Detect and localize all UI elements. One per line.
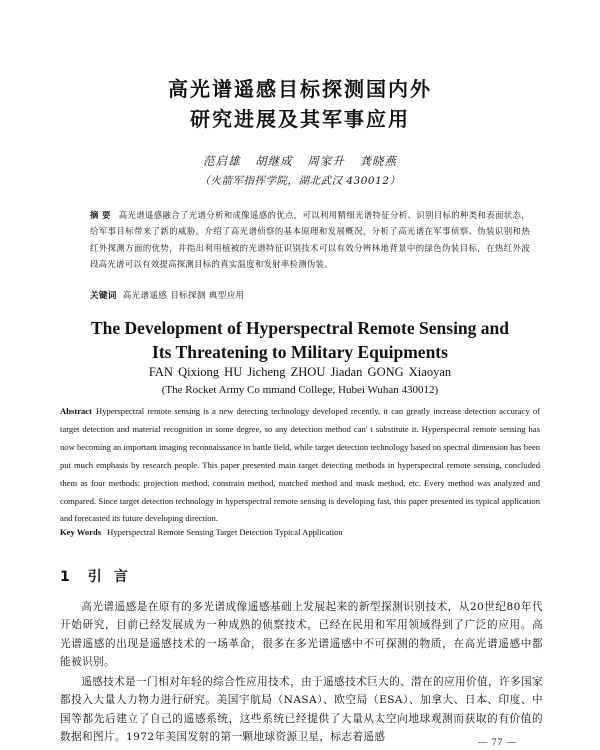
authors-en: FAN Qixiong HU Jicheng ZHOU Jiadan GONG Xiaoyan (148, 365, 452, 379)
keywords-en-label: Key Words (60, 527, 102, 537)
section-number: 1 (60, 569, 70, 585)
abstract-cn (90, 207, 530, 272)
authors-cn: 范启雄 胡继成 周家升 龚晓燕 (203, 154, 397, 168)
body-paragraph-1: 高光谱遥感是在原有的多光谱成像遥感基础上发展起来的新型探测识别技术，从20世纪80年代开始研究，目前已经发展成为一种成熟的侦察技术，已经在民用和军用领域得到了广泛的应用。高光谱遥感的出现是遥感技术的一场革命，很多在多光谱遥感中不可探测的物质，在高光谱遥感中都能被识别。 (60, 601, 543, 668)
keywords-en (60, 527, 540, 537)
abstract-cn-text: 高光谱遥感融合了光谱分析和成像遥感的优点，可以利用精细光谱特征分析、识别目标的种类和表面状态，给军事目标带来了新的威胁。介绍了高光谱侦察的基本原理和发展概况，分析了高光谱在军事侦察、伪装识别和热红外探测方面的优势，并指出利用植被的光谱特征识别技术可以有效分辨林地背景中的绿色伪装目标，在热红外波段高光谱可以有效提高探测目标的真实温度和发射率检测伪装。 (90, 210, 530, 269)
keywords-en-text: Hyperspectral Remote Sensing Target Detection Typical Application (107, 527, 343, 537)
abstract-en-text: Hyperspectral remote sensing is a new detecting technology developed recently, it can greatly increase detection accuracy of target detection and material recognition in some degree, so any detection method can' t substitute it. Hyperspectral remote sensing has now becoming an important imaging reconnaissance in battle field, while target detection technology based on spectral dimension has been put much emphasis by research people. This paper presented main target detecting methods in hyperspectral remote sensing, concluded them as four methods: projection method, constrain method, matched method and mask method, etc. Every method was analyzed and compared. Since target detection technology in hyperspectral remote sensing is developing fast, this paper presented its typical application and forecasted its future developing direction. (60, 406, 540, 524)
keywords-cn-label: 关键词 (90, 291, 117, 301)
title-en-line1: The Development of Hyperspectral Remote Sensing and (90, 318, 510, 338)
section-heading-introduction (60, 566, 140, 586)
title-en-line2: Its Threatening to Military Equipments (152, 342, 448, 362)
abstract-en (60, 403, 540, 528)
abstract-en-label: Abstract (60, 406, 92, 416)
affiliation-cn: （火箭军指挥学院，湖北武汉 430012） (199, 175, 401, 187)
title-cn-line1: 高光谱遥感目标探测国内外 (168, 77, 432, 101)
affiliation-en: (The Rocket Army Co mmand College, Hubei Wuhan 430012) (161, 384, 439, 396)
page-number: — 77 — (478, 738, 518, 748)
title-cn-line2: 研究进展及其军事应用 (190, 107, 410, 131)
keywords-cn-text: 高光谱遥感 目标探测 典型应用 (122, 291, 245, 301)
section-title: 引言 (87, 569, 140, 585)
keywords-cn (90, 289, 530, 301)
abstract-cn-label: 摘 要 (90, 210, 111, 220)
body-paragraph-2: 遥感技术是一门相对年轻的综合性应用技术，由于遥感技术巨大的、潜在的应用价值，许多国家都投入大量人力物力进行研究。美国宇航局（NASA）、欧空局（ESA）、加拿大、日本、印度、中国等都先后建立了自己的遥感系统，这些系统已经提供了大量从太空向地球观测而获取的有价值的数据和图片。1972年美国发射的第一颗地球资源卫星，标志着遥感 (60, 676, 543, 743)
